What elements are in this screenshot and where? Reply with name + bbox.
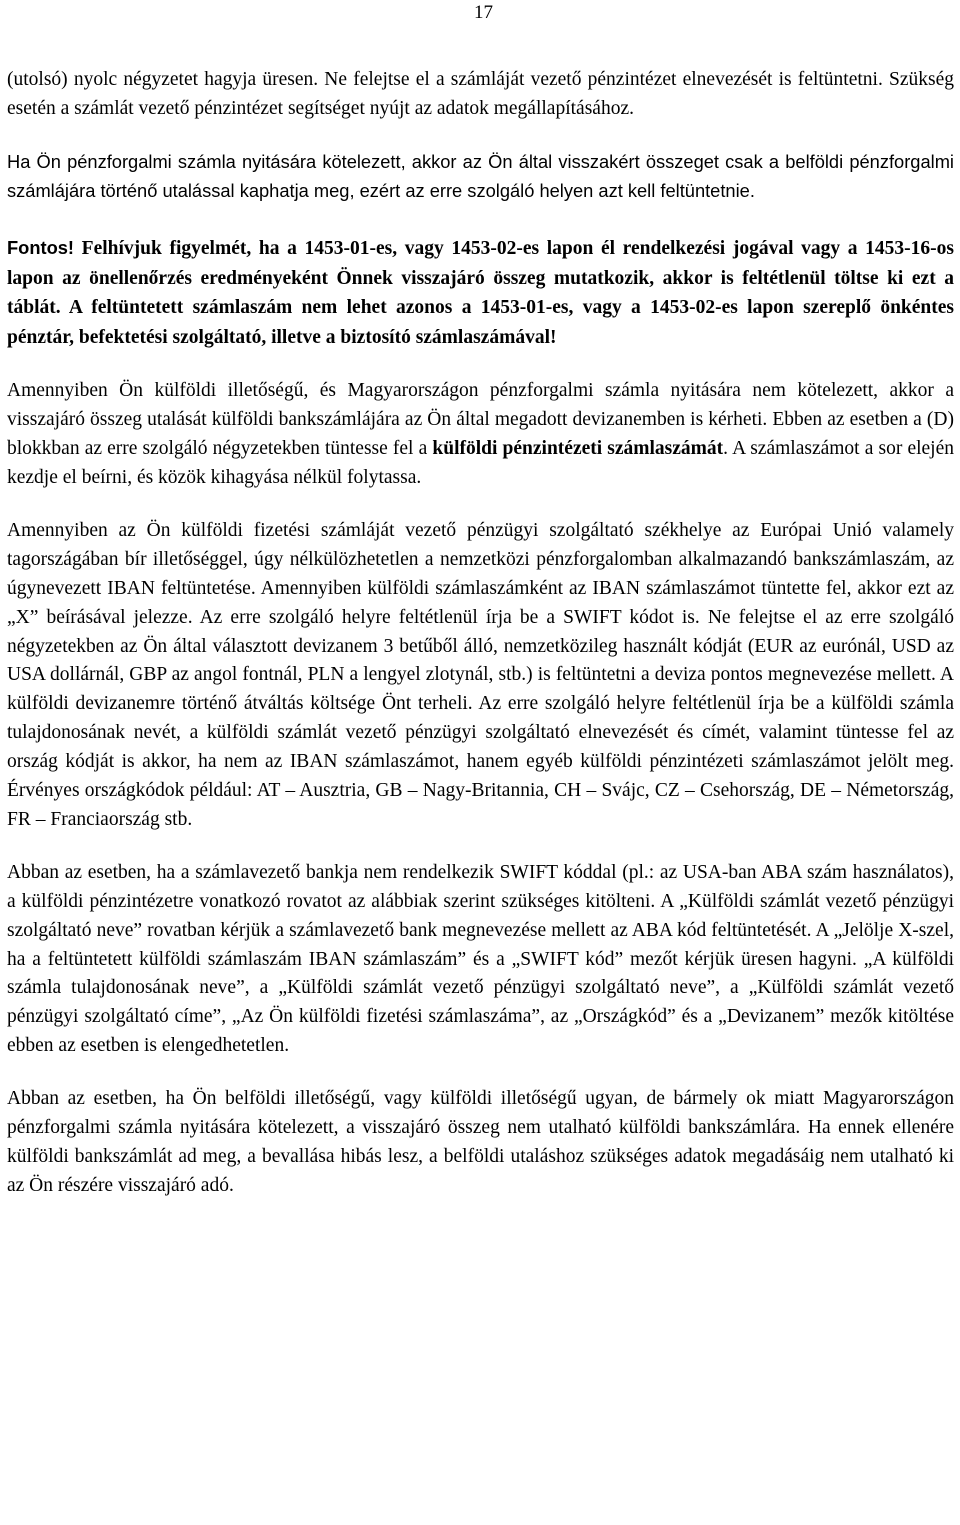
paragraph-domestic-residency: Abban az esetben, ha Ön belföldi illetőségű, vagy külföldi illetőségű ugyan, de bármely ok miatt Magyarországon pénzforgalmi számla nyitására kötelezett, a visszajáró összeg nem utalható külföldi bankszámlára. Ha ennek ellenére külföldi bankszámlát ad meg, a bevallása hibás lesz, a belföldi utaláshoz szükséges adatok megadásáig nem utalható ki az Ön részére visszajáró adó. xyxy=(7,1088,954,1196)
document-body xyxy=(7,66,954,1201)
foreign-account-number-emphasis: külföldi pénzintézeti számlaszámát xyxy=(432,438,724,460)
foreign-residency-text-1: Amennyiben Ön külföldi illetőségű, és Magyarországon pénzforgalmi számla nyitására nem kötelezett, akkor a visszajáró összeg utalását külföldi bankszámlájára az Ön által megadott devizanemben is kérheti. Ebben az esetben a (D) blokkban az erre szolgáló négyzetekben tüntesse fel a xyxy=(7,380,954,460)
important-label: Fontos! xyxy=(7,236,75,258)
paragraph-foreign-residency xyxy=(7,377,954,493)
foreign-residency-text-2: . A számlaszámot a sor elején kezdje el beírni, és közök kihagyása nélkül folytassa. xyxy=(7,438,954,488)
page-number: 17 xyxy=(474,2,493,23)
paragraph-domestic-account: Ha Ön pénzforgalmi számla nyitására kötelezett, akkor az Ön által visszakért összeget csak a belföldi pénzforgalmi számlájára történő utalással kaphatja meg, ezért az erre szolgáló helyen azt kell feltüntetnie. xyxy=(7,150,954,201)
paragraph-aba-code: Abban az esetben, ha a számlavezető bankja nem rendelkezik SWIFT kóddal (pl.: az USA-ban ABA szám használatos), a külföldi pénzintézetre vonatkozó rovatot az alábbiak szerint szükséges kitölteni. A „Külföldi számlát vezető pénzügyi szolgáltató neve” rovatban kérjük a számlavezető bank megnevezése mellett az ABA kód feltüntetését. A „Jelölje X-szel, ha a feltüntetett külföldi számlaszám IBAN számlaszám” és a „SWIFT kód” mezőt kérjük üresen hagyni. „A külföldi számla tulajdonosának neve”, a „Külföldi számlát vezető pénzügyi szolgáltató neve”, a „Külföldi számlát vezető pénzügyi szolgáltató címe”, „Az Ön külföldi fizetési számlaszáma”, az „Országkód” és a „Devizanem” mezők kitöltése ebben az esetben is elengedhetetlen. xyxy=(7,861,954,1057)
paragraph-account-instructions: (utolsó) nyolc négyzetet hagyja üresen. Ne felejtse el a számláját vezető pénzintézet elnevezését is feltüntetni. Szükség esetén a számlát vezető pénzintézet segítséget nyújt az adatok megállapításához. xyxy=(7,69,954,119)
paragraph-iban-swift: Amennyiben az Ön külföldi fizetési számláját vezető pénzügyi szolgáltató székhelye az Európai Unió valamely tagországában bír illetőséggel, úgy nélkülözhetetlen a nemzetközi pénzforgalomban alkalmazandó bankszámlaszám, az úgynevezett IBAN feltüntetése. Amennyiben külföldi számlaszámként az IBAN számlaszámot tüntette fel, akkor ezt az „X” beírásával jelezze. Az erre szolgáló helyre feltétlenül írja be a SWIFT kódot is. Ne felejtse el az erre szolgáló négyzetekben az Ön által választott devizanem 3 betűből álló, nemzetközileg használt kódját (EUR az eurónál, USD az USA dollárnál, GBP az angol fontnál, PLN a lengyel zlotynál, stb.) is feltüntetni a deviza pontos megnevezése mellett. A külföldi devizanemre történő átváltás költsége Önt terheli. Az erre szolgáló helyre feltétlenül írja be a külföldi számla tulajdonosának nevét, a külföldi számlát vezető pénzügyi szolgáltató elnevezését és címét, valamint tüntesse fel az ország kódját is akkor, ha nem az IBAN számlaszámot, hanem egyéb külföldi pénzintézeti számlaszámot jelölt meg. Érvényes országkódok például: AT – Ausztria, GB – Nagy-Britannia, CH – Svájc, CZ – Csehország, DE – Németország, FR – Franciaország stb. xyxy=(7,519,954,830)
important-text: Felhívjuk figyelmét, ha a 1453-01-es, vagy 1453-02-es lapon él rendelkezési jogával vagy a 1453-16-os lapon az önellenőrzés eredményeként Önnek visszajáró összeg mutatkozik, akkor is feltétlenül töltse ki ezt a táblát. A feltüntetett számlaszám nem lehet azonos a 1453-01-es, vagy a 1453-02-es lapon szereplő önkéntes pénztár, befektetési szolgáltató, illetve a biztosító számlaszámával! xyxy=(7,237,954,349)
paragraph-important-notice xyxy=(7,234,954,354)
